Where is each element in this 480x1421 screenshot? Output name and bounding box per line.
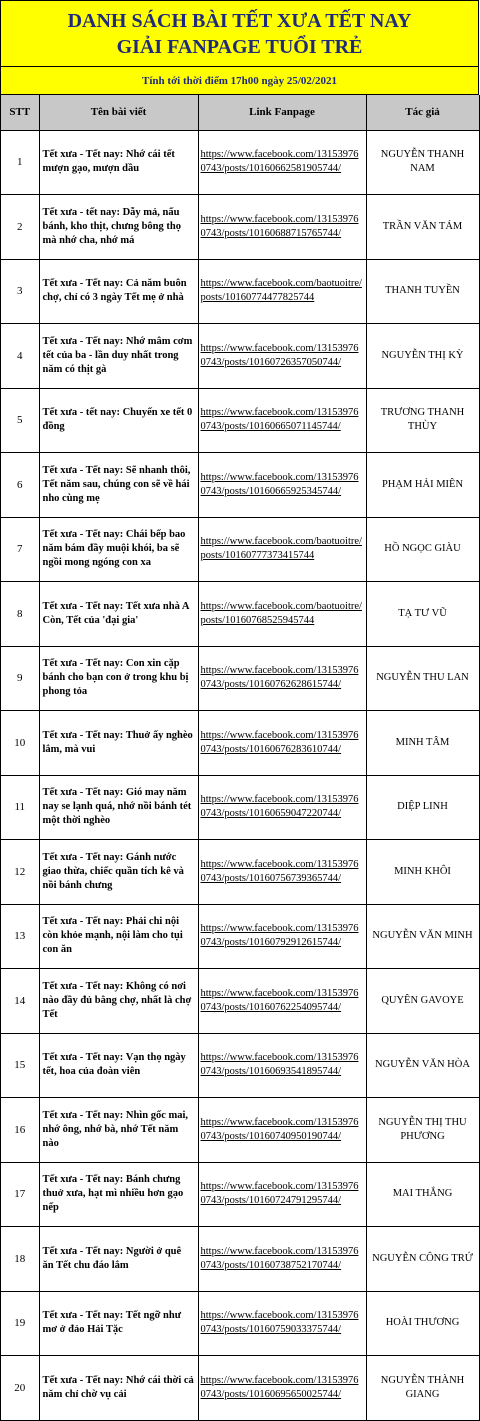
row-number: 9 bbox=[1, 646, 39, 711]
fanpage-link[interactable]: https://www.facebook.com/131539760743/posts/10160738752170744/ bbox=[198, 1227, 366, 1292]
table-row bbox=[1, 775, 479, 840]
page-title-line-2: GIẢI FANPAGE TUỔI TRẺ bbox=[116, 35, 363, 58]
article-title: Tết xưa - Tết nay: Thuở ấy nghèo lắm, mà vui bbox=[39, 711, 198, 776]
column-header-title: Tên bài viết bbox=[39, 95, 198, 130]
row-number: 15 bbox=[1, 1033, 39, 1098]
fanpage-link[interactable]: https://www.facebook.com/baotuoitre/posts/10160774477825744 bbox=[198, 259, 366, 324]
article-title: Tết xưa - Tết nay: Con xin cặp bánh cho bạn con ở trong khu bị phong tỏa bbox=[39, 646, 198, 711]
row-number: 12 bbox=[1, 840, 39, 905]
author-name: HỒ NGỌC GIÀU bbox=[366, 517, 479, 582]
article-title: Tết xưa - Tết nay: Gió may năm nay se lạnh quá, nhớ nồi bánh tét một thời nghèo bbox=[39, 775, 198, 840]
row-number: 2 bbox=[1, 195, 39, 260]
row-number: 17 bbox=[1, 1162, 39, 1227]
author-name: NGUYỄN THANH NAM bbox=[366, 130, 479, 195]
author-name: NGUYỄN THÀNH GIANG bbox=[366, 1356, 479, 1421]
article-title: Tết xưa - tết nay: Chuyến xe tết 0 đồng bbox=[39, 388, 198, 453]
fanpage-link[interactable]: https://www.facebook.com/131539760743/posts/10160759033375744/ bbox=[198, 1291, 366, 1356]
author-name: THANH TUYỀN bbox=[366, 259, 479, 324]
author-name: DIỆP LINH bbox=[366, 775, 479, 840]
table-row bbox=[1, 969, 479, 1034]
table-row bbox=[1, 904, 479, 969]
fanpage-link[interactable]: https://www.facebook.com/131539760743/posts/10160665925345744/ bbox=[198, 453, 366, 518]
row-number: 19 bbox=[1, 1291, 39, 1356]
fanpage-link[interactable]: https://www.facebook.com/131539760743/posts/10160695650025744/ bbox=[198, 1356, 366, 1421]
table-row bbox=[1, 517, 479, 582]
row-number: 6 bbox=[1, 453, 39, 518]
author-name: TRẦN VĂN TÁM bbox=[366, 195, 479, 260]
author-name: NGUYỄN THU LAN bbox=[366, 646, 479, 711]
table-row bbox=[1, 1098, 479, 1163]
page-title-line-1: DANH SÁCH BÀI TẾT XƯA TẾT NAY bbox=[67, 9, 412, 32]
row-number: 16 bbox=[1, 1098, 39, 1163]
row-number: 5 bbox=[1, 388, 39, 453]
fanpage-link[interactable]: https://www.facebook.com/131539760743/posts/10160693541895744/ bbox=[198, 1033, 366, 1098]
article-title: Tết xưa - Tết nay: Người ở quê ăn Tết chu đáo lắm bbox=[39, 1227, 198, 1292]
table-row bbox=[1, 388, 479, 453]
row-number: 11 bbox=[1, 775, 39, 840]
row-number: 4 bbox=[1, 324, 39, 389]
row-number: 3 bbox=[1, 259, 39, 324]
fanpage-link[interactable]: https://www.facebook.com/131539760743/posts/10160792912615744/ bbox=[198, 904, 366, 969]
author-name: NGUYỄN VĂN HÒA bbox=[366, 1033, 479, 1098]
table-row bbox=[1, 130, 479, 195]
row-number: 1 bbox=[1, 130, 39, 195]
article-title: Tết xưa - Tết nay: Sẽ nhanh thôi, Tết năm sau, chúng con sẽ về hái nho cùng mẹ bbox=[39, 453, 198, 518]
row-number: 18 bbox=[1, 1227, 39, 1292]
author-name: NGUYỄN THỊ KỲ bbox=[366, 324, 479, 389]
row-number: 13 bbox=[1, 904, 39, 969]
column-header-stt: STT bbox=[1, 95, 39, 130]
column-header-author: Tác giả bbox=[366, 95, 479, 130]
fanpage-link[interactable]: https://www.facebook.com/131539760743/posts/10160724791295744/ bbox=[198, 1162, 366, 1227]
fanpage-link[interactable]: https://www.facebook.com/131539760743/posts/10160756739365744/ bbox=[198, 840, 366, 905]
article-title: Tết xưa - tết nay: Dẫy mả, nấu bánh, kho thịt, chưng bông thọ mà nhớ cha, nhớ má bbox=[39, 195, 198, 260]
table-row bbox=[1, 1291, 479, 1356]
table-row bbox=[1, 582, 479, 647]
table-row bbox=[1, 711, 479, 776]
fanpage-link[interactable]: https://www.facebook.com/131539760743/posts/10160662581905744/ bbox=[198, 130, 366, 195]
article-title: Tết xưa - Tết nay: Vạn thọ ngày tết, hoa của đoàn viên bbox=[39, 1033, 198, 1098]
author-name: NGUYỄN THỊ THU PHƯƠNG bbox=[366, 1098, 479, 1163]
article-title: Tết xưa - Tết nay: Nhìn gốc mai, nhớ ông, nhớ bà, nhớ Tết năm nào bbox=[39, 1098, 198, 1163]
author-name: NGUYỄN VĂN MINH bbox=[366, 904, 479, 969]
fanpage-link[interactable]: https://www.facebook.com/131539760743/posts/10160659047220744/ bbox=[198, 775, 366, 840]
table-row bbox=[1, 1162, 479, 1227]
author-name: TẠ TƯ VŨ bbox=[366, 582, 479, 647]
table-header-row bbox=[1, 95, 479, 130]
table-row bbox=[1, 840, 479, 905]
row-number: 20 bbox=[1, 1356, 39, 1421]
author-name: MINH TÂM bbox=[366, 711, 479, 776]
fanpage-link[interactable]: https://www.facebook.com/131539760743/posts/10160665071145744/ bbox=[198, 388, 366, 453]
article-title: Tết xưa - Tết nay: Nhớ mâm cơm tết của ba - lần duy nhất trong năm có thịt gà bbox=[39, 324, 198, 389]
table-row bbox=[1, 1356, 479, 1421]
article-title: Tết xưa - Tết nay: Phải chi nội còn khỏe mạnh, nội làm cho tụi con ăn bbox=[39, 904, 198, 969]
row-number: 7 bbox=[1, 517, 39, 582]
timestamp-note: Tính tới thời điểm 17h00 ngày 25/02/2021 bbox=[1, 67, 479, 95]
article-title: Tết xưa - Tết nay: Bánh chưng thuở xưa, hạt mì nhiều hơn gạo nếp bbox=[39, 1162, 198, 1227]
fanpage-link[interactable]: https://www.facebook.com/131539760743/posts/10160762254095744/ bbox=[198, 969, 366, 1034]
table-row bbox=[1, 195, 479, 260]
table-row bbox=[1, 259, 479, 324]
table-row bbox=[1, 453, 479, 518]
article-title: Tết xưa - Tết nay: Tết ngỡ như mơ ở đảo Hải Tặc bbox=[39, 1291, 198, 1356]
author-name: TRƯƠNG THANH THÙY bbox=[366, 388, 479, 453]
article-title: Tết xưa - Tết nay: Không có nơi nào đầy đủ bằng chợ, nhất là chợ Tết bbox=[39, 969, 198, 1034]
fanpage-link[interactable]: https://www.facebook.com/131539760743/posts/10160676283610744/ bbox=[198, 711, 366, 776]
entries-table bbox=[1, 95, 480, 1421]
table-row bbox=[1, 646, 479, 711]
article-title: Tết xưa - Tết nay: Nhớ cái thời cả năm chỉ chờ vụ cải bbox=[39, 1356, 198, 1421]
author-name: MINH KHÔI bbox=[366, 840, 479, 905]
article-title: Tết xưa - Tết nay: Chái bếp bao năm bám đầy muội khói, ba sẽ ngồi mong ngóng con xa bbox=[39, 517, 198, 582]
author-name: HOÀI THƯƠNG bbox=[366, 1291, 479, 1356]
table-row bbox=[1, 1227, 479, 1292]
column-header-link: Link Fanpage bbox=[198, 95, 366, 130]
article-title: Tết xưa - Tết nay: Cả năm buôn chợ, chỉ có 3 ngày Tết mẹ ở nhà bbox=[39, 259, 198, 324]
author-name: PHẠM HẢI MIÊN bbox=[366, 453, 479, 518]
table-row bbox=[1, 1033, 479, 1098]
table-body bbox=[1, 130, 479, 1420]
article-title: Tết xưa - Tết nay: Tết xưa nhà A Còn, Tết của 'đại gia' bbox=[39, 582, 198, 647]
author-name: MAI THẮNG bbox=[366, 1162, 479, 1227]
row-number: 14 bbox=[1, 969, 39, 1034]
fanpage-link[interactable]: https://www.facebook.com/baotuoitre/posts/10160768525945744 bbox=[198, 582, 366, 647]
article-title: Tết xưa - Tết nay: Gánh nước giao thừa, chiếc quần tích kê và nồi bánh chưng bbox=[39, 840, 198, 905]
author-name: NGUYỄN CÔNG TRỨ bbox=[366, 1227, 479, 1292]
author-name: QUYÊN GAVOYE bbox=[366, 969, 479, 1034]
row-number: 10 bbox=[1, 711, 39, 776]
fanpage-link[interactable]: https://www.facebook.com/131539760743/posts/10160726357050744/ bbox=[198, 324, 366, 389]
article-title: Tết xưa - Tết nay: Nhớ cái tết mượn gạo, mượn dầu bbox=[39, 130, 198, 195]
title-block bbox=[1, 1, 479, 67]
fanpage-link[interactable]: https://www.facebook.com/131539760743/posts/10160762628615744/ bbox=[198, 646, 366, 711]
fanpage-link[interactable]: https://www.facebook.com/baotuoitre/posts/10160777373415744 bbox=[198, 517, 366, 582]
fanpage-link[interactable]: https://www.facebook.com/131539760743/posts/10160688715765744/ bbox=[198, 195, 366, 260]
row-number: 8 bbox=[1, 582, 39, 647]
table-row bbox=[1, 324, 479, 389]
fanpage-link[interactable]: https://www.facebook.com/131539760743/posts/10160740950190744/ bbox=[198, 1098, 366, 1163]
